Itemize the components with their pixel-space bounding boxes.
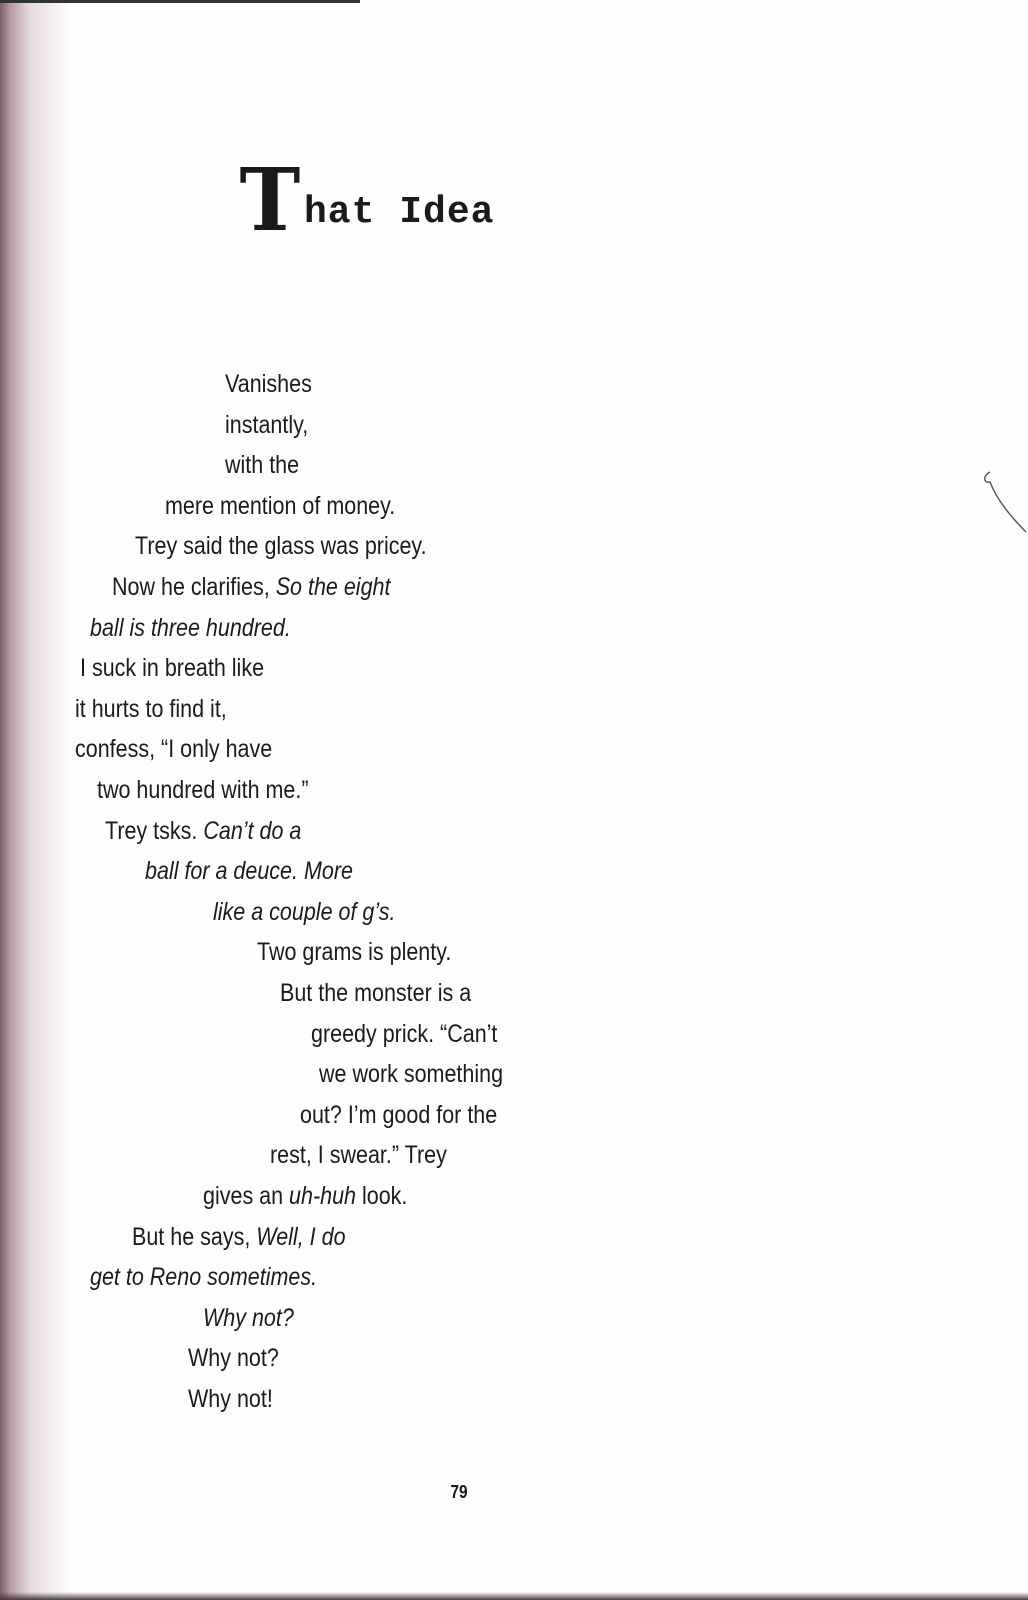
top-edge-line [0,0,360,3]
bottom-edge-shadow [0,1592,1028,1600]
title-drop-cap: T [239,150,299,251]
poem-line [225,410,308,440]
poem-line-text: But the monster is a [280,979,472,1007]
poem-line [135,531,427,561]
poem-line [112,572,390,602]
poem-line [203,1303,294,1333]
poem-line-italic-text: So the eight [275,573,391,601]
poem-line [90,613,291,643]
poem-line-text: Trey tsks. [105,816,204,845]
poem-line [203,1181,407,1211]
page-number: 79 [450,1482,468,1502]
poem-line [97,775,309,805]
poem-line [270,1140,447,1170]
poem-line-text: we work something [319,1060,504,1089]
poem-line [132,1222,346,1252]
poem-line-text: confess, “I only have [75,735,273,764]
poem-line-text: Now he clarifies, [112,573,276,601]
poem-line-italic-text: like a couple of g’s. [213,897,396,926]
poem-line [188,1343,279,1373]
poem-line-text: with the [225,451,300,480]
poem-line [75,734,272,764]
title-text: hat Idea [304,191,495,234]
poem-line [188,1384,273,1414]
poem-title [238,150,495,251]
poem-line [280,978,471,1008]
poem-line-text: it hurts to find it, [75,694,227,723]
poem-line [213,897,395,927]
poem-line [165,491,395,521]
poem-line [80,653,264,683]
poem-line-text: out? I’m good for the [300,1100,498,1129]
poem-line [105,816,301,846]
poem-line-text: Trey said the glass was pricey. [135,532,427,561]
poem-line-text: look. [356,1182,408,1210]
poem-line [311,1019,497,1049]
poem-line [225,369,312,399]
poem-line [145,856,353,886]
poem-line [319,1059,503,1089]
poem-line-italic-text: Well, I do [256,1222,346,1251]
poem-line-text: Vanishes [225,370,312,398]
poem-line [257,937,451,967]
poem-line-text: two hundred with me.” [97,776,309,804]
poem-line-text: greedy prick. “Can’t [311,1019,498,1048]
poem-line-italic-text: Why not? [203,1303,294,1332]
poem-line [225,450,299,480]
poem-line [300,1100,497,1130]
poem-line-text: instantly, [225,410,309,439]
poem-line-text: gives an [203,1182,290,1210]
pencil-mark-icon [978,468,1028,538]
poem-line [90,1262,317,1292]
poem-line-text: Why not? [188,1344,279,1373]
poem-line-text: I suck in breath like [80,654,265,683]
poem-line-italic-text: uh-huh [289,1182,357,1210]
poem-line-text: But he says, [132,1222,257,1251]
poem-line-text: rest, I swear.” Trey [270,1141,447,1170]
poem-line-text: Two grams is plenty. [257,938,452,967]
poem-line-italic-text: Can’t do a [203,816,302,845]
poem-line-text: Why not! [188,1385,273,1413]
poem-line-italic-text: ball is three hundred. [90,613,291,642]
poem-line-italic-text: get to Reno sometimes. [90,1263,318,1292]
binding-shadow [0,0,70,1600]
poem-line-text: mere mention of money. [165,491,396,520]
poem-line-italic-text: ball for a deuce. More [145,857,353,886]
poem-line [75,694,227,724]
